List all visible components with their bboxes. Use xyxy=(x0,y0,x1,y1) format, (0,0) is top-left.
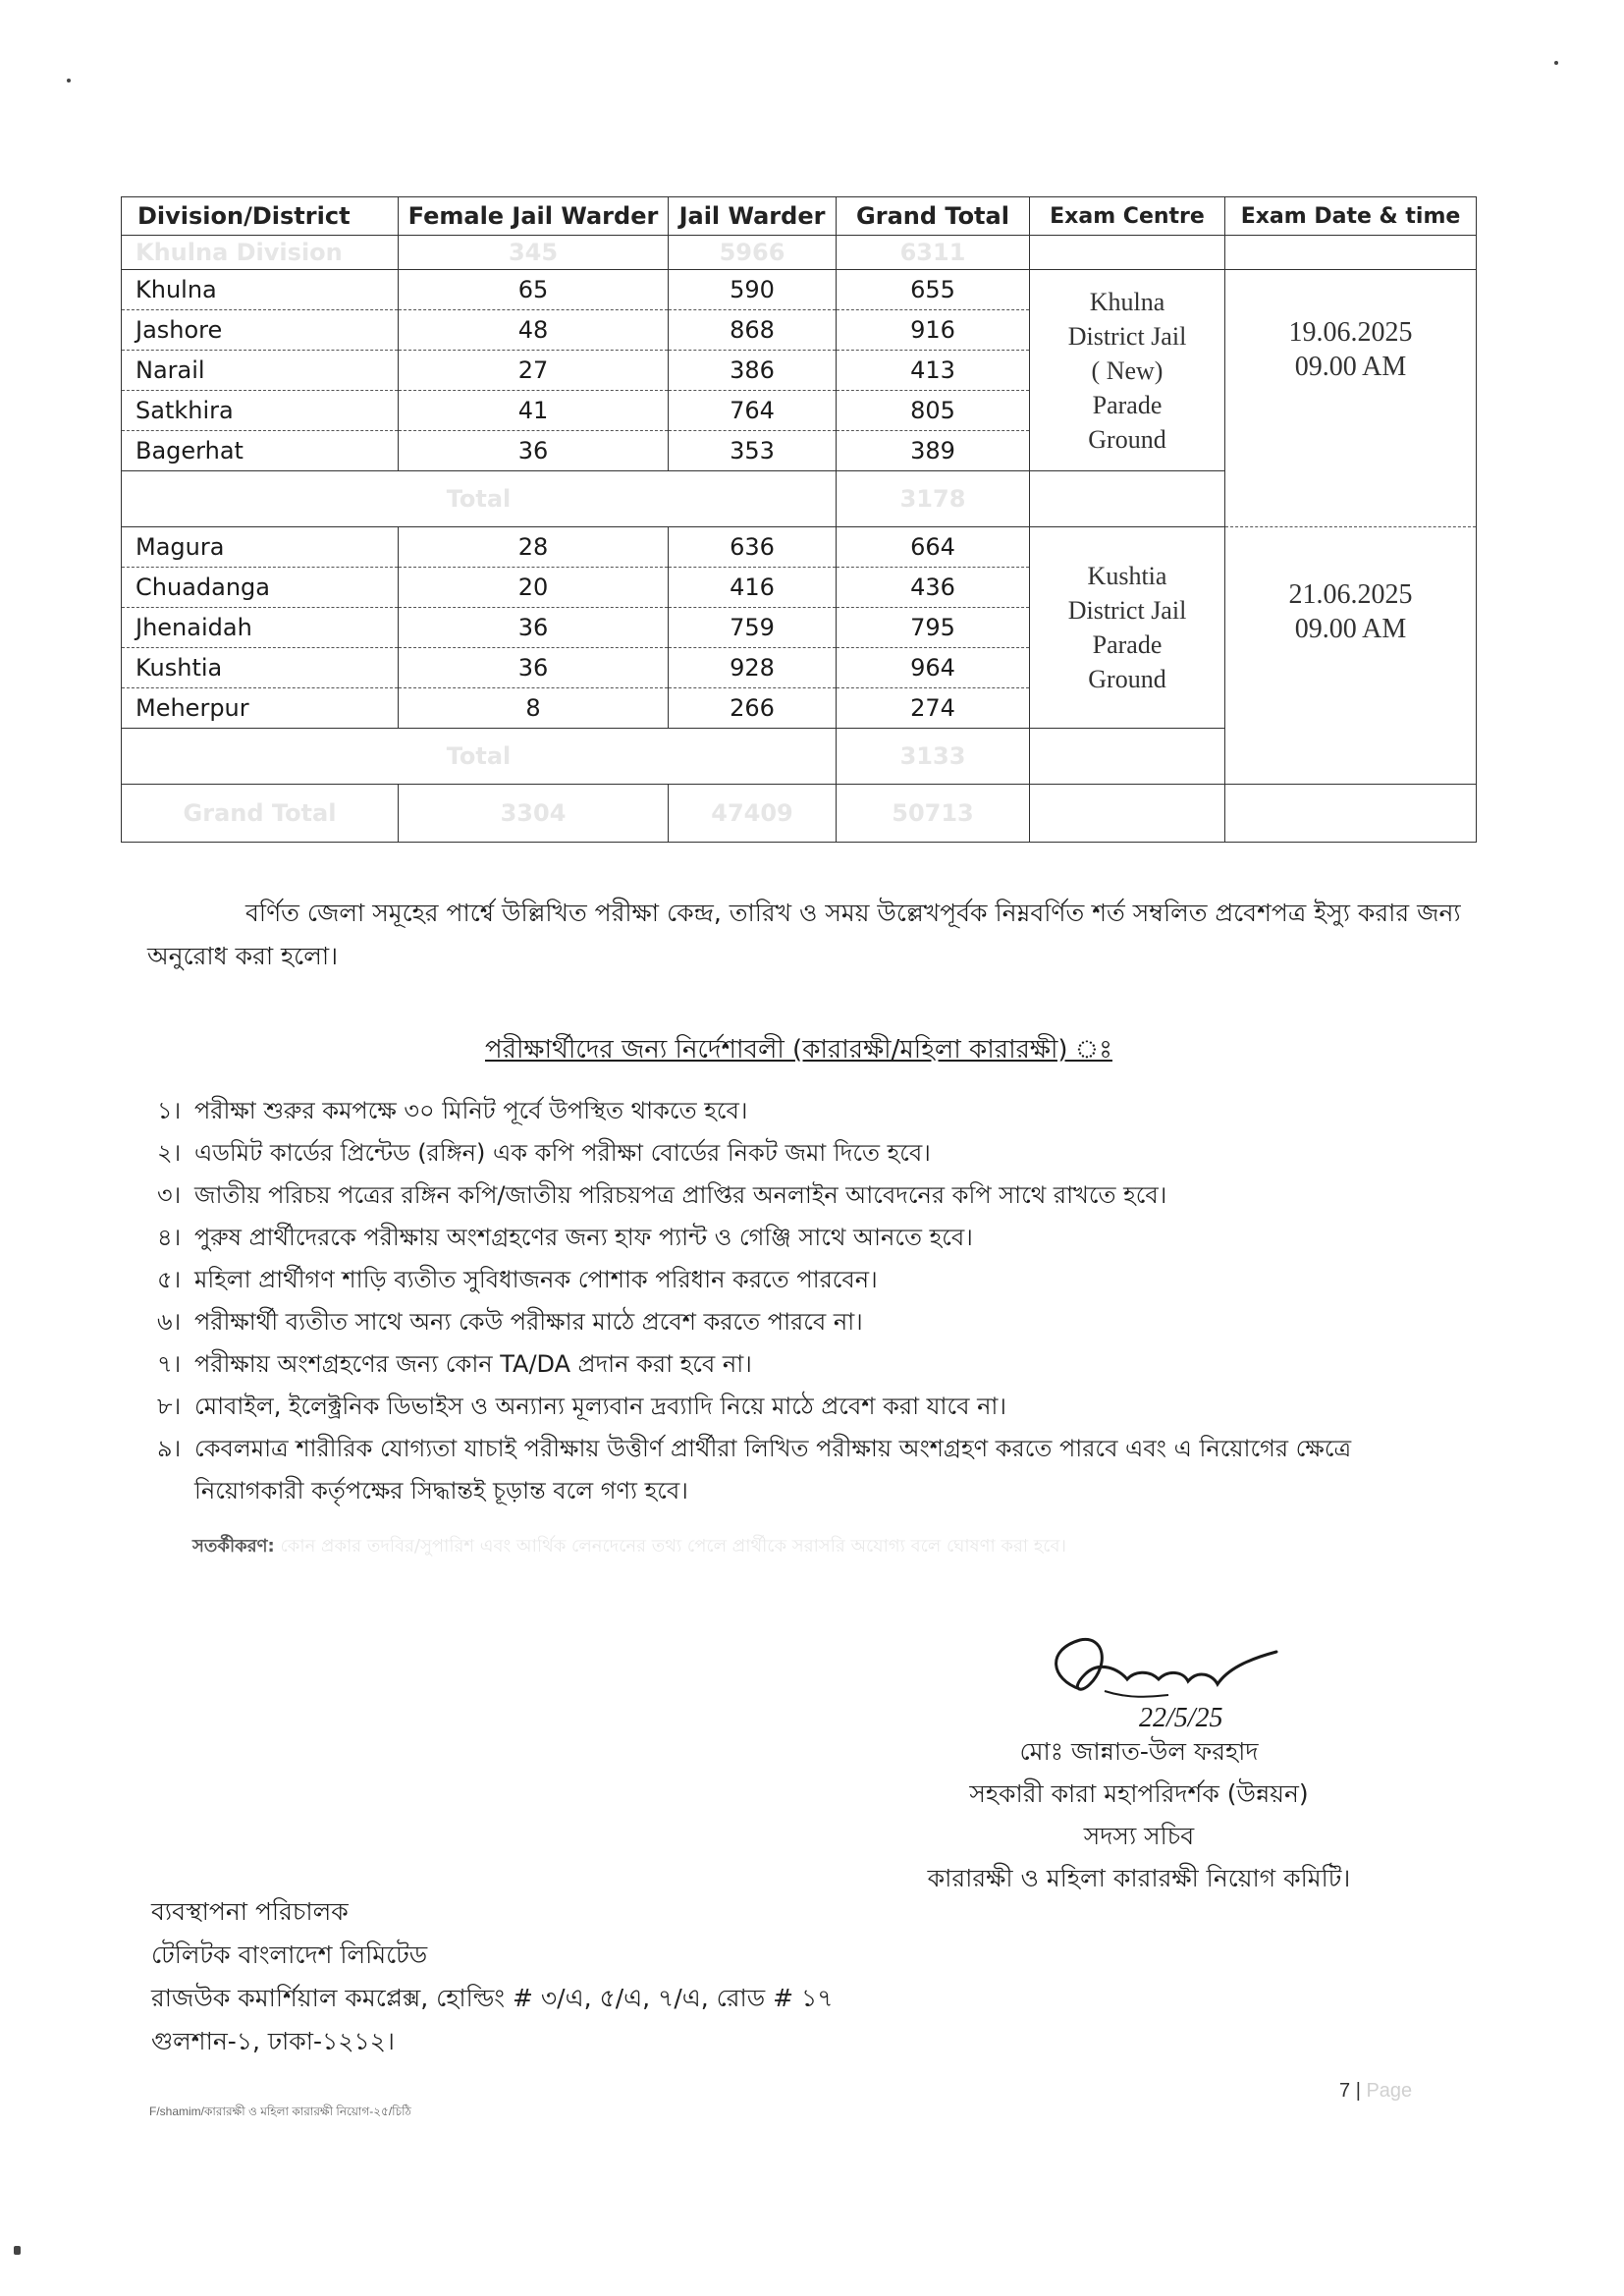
grand-total-label: Grand Total xyxy=(122,785,399,843)
subtotal-value: 3178 xyxy=(837,471,1030,527)
item-number: ৭। xyxy=(157,1350,182,1378)
warder-count: 353 xyxy=(669,431,837,471)
female-count: 27 xyxy=(399,351,669,391)
page-label: Page xyxy=(1366,2080,1413,2102)
signatory-committee: কারারক্ষী ও মহিলা কারারক্ষী নিয়োগ কমিটি। xyxy=(927,1864,1351,1892)
list-item xyxy=(157,1343,1453,1386)
empty-cell xyxy=(1030,471,1225,527)
warder-count: 928 xyxy=(669,648,837,688)
district-name: Narail xyxy=(122,351,399,391)
page-separator: | xyxy=(1355,2080,1361,2102)
addressee-line: রাজউক কমার্শিয়াল কমপ্লেক্স, হোল্ডিং # ৩/এ, ৫/এ, ৭/এ, রোড # ১৭ xyxy=(151,1984,834,2012)
subtotal-label: Total xyxy=(122,471,837,527)
district-name: Chuadanga xyxy=(122,568,399,608)
empty-cell xyxy=(1030,729,1225,785)
col-header-total: Grand Total xyxy=(837,197,1030,236)
female-count: 41 xyxy=(399,391,669,431)
item-number: ২। xyxy=(157,1139,182,1167)
subtotal-label: Total xyxy=(122,729,837,785)
item-text: মহিলা প্রার্থীগণ শাড়ি ব্যতীত সুবিধাজনক পোশাক পরিধান করতে পারবেন। xyxy=(194,1266,878,1293)
list-item xyxy=(157,1132,1453,1175)
empty-cell xyxy=(1225,236,1477,270)
exam-date: 19.06.2025 xyxy=(1288,316,1413,348)
exam-centre-kushtia xyxy=(1030,527,1225,729)
district-name: Satkhira xyxy=(122,391,399,431)
female-count: 36 xyxy=(399,608,669,648)
centre-line: District Jail xyxy=(1067,596,1187,625)
empty-cell xyxy=(1030,785,1225,843)
district-name: Meherpur xyxy=(122,688,399,729)
page-number xyxy=(1339,2080,1412,2103)
row-total: 274 xyxy=(837,688,1030,729)
addressee-block xyxy=(151,1890,834,2063)
col-header-division: Division/District xyxy=(122,197,399,236)
item-text: এডমিট কার্ডের প্রিন্টেড (রঙ্গিন) এক কপি পরীক্ষা বোর্ডের নিকট জমা দিতে হবে। xyxy=(194,1139,931,1167)
item-number: ৮। xyxy=(157,1393,182,1420)
list-item xyxy=(157,1301,1453,1343)
warder-count: 266 xyxy=(669,688,837,729)
item-number: ৪। xyxy=(157,1224,182,1251)
centre-line: ( New) xyxy=(1091,355,1164,385)
item-number: ৫। xyxy=(157,1266,182,1293)
recruitment-table xyxy=(121,196,1477,843)
addressee-line: টেলিটক বাংলাদেশ লিমিটেড xyxy=(151,1941,428,1969)
row-total: 389 xyxy=(837,431,1030,471)
division-row xyxy=(122,236,1477,270)
item-text: জাতীয় পরিচয় পত্রের রঙ্গিন কপি/জাতীয় পরিচয়পত্র প্রাপ্তির অনলাইন আবেদনের কপি সাথে রাখতে হবে। xyxy=(194,1181,1167,1209)
list-item xyxy=(157,1217,1453,1259)
warning-note xyxy=(192,1532,1066,1562)
exam-time: 09.00 AM xyxy=(1294,351,1407,382)
centre-line: District Jail xyxy=(1067,321,1187,351)
female-count: 65 xyxy=(399,270,669,310)
signatory-designation: সহকারী কারা মহাপরিদর্শক (উন্নয়ন) xyxy=(969,1779,1309,1808)
district-name: Magura xyxy=(122,527,399,568)
centre-line: Ground xyxy=(1088,665,1166,693)
addressee-line: গুলশান-১, ঢাকা-১২১২। xyxy=(151,2027,395,2055)
list-item xyxy=(157,1428,1453,1512)
centre-line: Khulna xyxy=(1089,287,1165,316)
grand-total-female: 3304 xyxy=(399,785,669,843)
page-number-value: 7 xyxy=(1339,2080,1351,2102)
grand-total-row xyxy=(122,785,1477,843)
table-row xyxy=(122,527,1477,568)
warder-count: 636 xyxy=(669,527,837,568)
warning-text: কোন প্রকার তদবির/সুপারিশ এবং আর্থিক লেনদেনের তথ্য পেলে প্রার্থীকে সরাসরি অযোগ্য বলে ঘোষণা করা হবে। xyxy=(280,1536,1066,1557)
grand-total-value: 50713 xyxy=(837,785,1030,843)
row-total: 964 xyxy=(837,648,1030,688)
district-name: Jhenaidah xyxy=(122,608,399,648)
centre-line: Parade xyxy=(1092,390,1163,419)
female-count: 28 xyxy=(399,527,669,568)
warder-count: 764 xyxy=(669,391,837,431)
signatory-role: সদস্য সচিব xyxy=(1083,1822,1195,1850)
scan-speck xyxy=(14,2246,21,2255)
female-count: 20 xyxy=(399,568,669,608)
col-header-warder: Jail Warder xyxy=(669,197,837,236)
list-item xyxy=(157,1386,1453,1428)
item-number: ৯। xyxy=(157,1435,182,1462)
exam-centre-khulna xyxy=(1030,270,1225,471)
subtotal-value: 3133 xyxy=(837,729,1030,785)
warder-count: 416 xyxy=(669,568,837,608)
female-count: 36 xyxy=(399,648,669,688)
item-number: ৬। xyxy=(157,1308,182,1336)
exam-time: 09.00 AM xyxy=(1294,613,1407,644)
col-header-female: Female Jail Warder xyxy=(399,197,669,236)
item-text: কেবলমাত্র শারীরিক যোগ্যতা যাচাই পরীক্ষায় উত্তীর্ণ প্রার্থীরা লিখিত পরীক্ষায় অংশগ্রহণ করতে পারবে এবং এ নিয়োগের ক্ষেত্রে নিয়োগকারী কর্তৃপক্ষের সিদ্ধান্তই চূড়ান্ত বলে গণ্য হবে। xyxy=(194,1435,1352,1504)
exam-date-khulna xyxy=(1225,270,1477,527)
list-item xyxy=(157,1090,1453,1132)
exam-date-kushtia xyxy=(1225,527,1477,785)
scan-speck xyxy=(1554,61,1558,65)
exam-date: 21.06.2025 xyxy=(1288,578,1413,610)
division-name: Khulna Division xyxy=(122,236,399,270)
row-total: 795 xyxy=(837,608,1030,648)
district-name: Kushtia xyxy=(122,648,399,688)
col-header-centre: Exam Centre xyxy=(1030,197,1225,236)
district-name: Khulna xyxy=(122,270,399,310)
file-path-footer: F/shamim/কারারক্ষী ও মহিলা কারারক্ষী নিয়োগ-২৫/চিঠি xyxy=(149,2105,411,2118)
empty-cell xyxy=(1225,785,1477,843)
signatory-block xyxy=(864,1730,1414,1899)
instructions-heading: পরীক্ষার্থীদের জন্য নির্দেশাবলী (কারারক্ষী/মহিলা কারারক্ষী) ঃ xyxy=(485,1035,1112,1065)
warder-count: 759 xyxy=(669,608,837,648)
warder-count: 386 xyxy=(669,351,837,391)
item-text: পরীক্ষায় অংশগ্রহণের জন্য কোন TA/DA প্রদান করা হবে না। xyxy=(194,1350,752,1378)
row-total: 805 xyxy=(837,391,1030,431)
signatory-name: মোঃ জান্নাত-উল ফরহাদ xyxy=(1019,1737,1259,1766)
addressee-line: ব্যবস্থাপনা পরিচালক xyxy=(151,1897,349,1926)
centre-line: Ground xyxy=(1088,424,1166,454)
female-count: 8 xyxy=(399,688,669,729)
scan-speck xyxy=(67,79,71,82)
row-total: 664 xyxy=(837,527,1030,568)
row-total: 413 xyxy=(837,351,1030,391)
item-number: ১। xyxy=(157,1097,182,1124)
col-header-date: Exam Date & time xyxy=(1225,197,1477,236)
warder-count: 868 xyxy=(669,310,837,351)
row-total: 655 xyxy=(837,270,1030,310)
district-name: Bagerhat xyxy=(122,431,399,471)
centre-line: Kushtia xyxy=(1087,562,1167,590)
list-item xyxy=(157,1175,1453,1217)
division-total: 6311 xyxy=(837,236,1030,270)
female-count: 36 xyxy=(399,431,669,471)
female-count: 48 xyxy=(399,310,669,351)
signature-date: 22/5/25 xyxy=(1139,1703,1223,1733)
empty-cell xyxy=(1030,236,1225,270)
list-item xyxy=(157,1259,1453,1301)
table-header-row xyxy=(122,197,1477,236)
district-name: Jashore xyxy=(122,310,399,351)
row-total: 436 xyxy=(837,568,1030,608)
item-text: পরীক্ষার্থী ব্যতীত সাথে অন্য কেউ পরীক্ষার মাঠে প্রবেশ করতে পারবে না। xyxy=(194,1308,863,1336)
request-paragraph: বর্ণিত জেলা সমূহের পার্শ্বে উল্লিখিত পরীক্ষা কেন্দ্র, তারিখ ও সময় উল্লেখপূর্বক নিম্নবর্ণিত শর্ত সম্বলিত প্রবেশপত্র ইস্যু করার জন্য অনুরোধ করা হলো। xyxy=(147,899,1461,970)
item-text: পরীক্ষা শুরুর কমপক্ষে ৩০ মিনিট পূর্বে উপস্থিত থাকতে হবে। xyxy=(194,1097,748,1124)
division-female: 345 xyxy=(399,236,669,270)
instructions-list xyxy=(157,1090,1453,1512)
item-text: পুরুষ প্রার্থীদেরকে পরীক্ষায় অংশগ্রহণের জন্য হাফ প্যান্ট ও গেঞ্জি সাথে আনতে হবে। xyxy=(194,1224,973,1251)
table-row xyxy=(122,270,1477,310)
warder-count: 590 xyxy=(669,270,837,310)
item-text: মোবাইল, ইলেক্ট্রনিক ডিভাইস ও অন্যান্য মূল্যবান দ্রব্যাদি নিয়ে মাঠে প্রবেশ করা যাবে না। xyxy=(194,1393,1006,1420)
handwritten-signature xyxy=(1011,1630,1306,1738)
centre-line: Parade xyxy=(1092,630,1163,659)
item-number: ৩। xyxy=(157,1181,182,1209)
grand-total-warder: 47409 xyxy=(669,785,837,843)
row-total: 916 xyxy=(837,310,1030,351)
division-warder: 5966 xyxy=(669,236,837,270)
warning-label: সতর্কীকরণ: xyxy=(192,1536,275,1557)
